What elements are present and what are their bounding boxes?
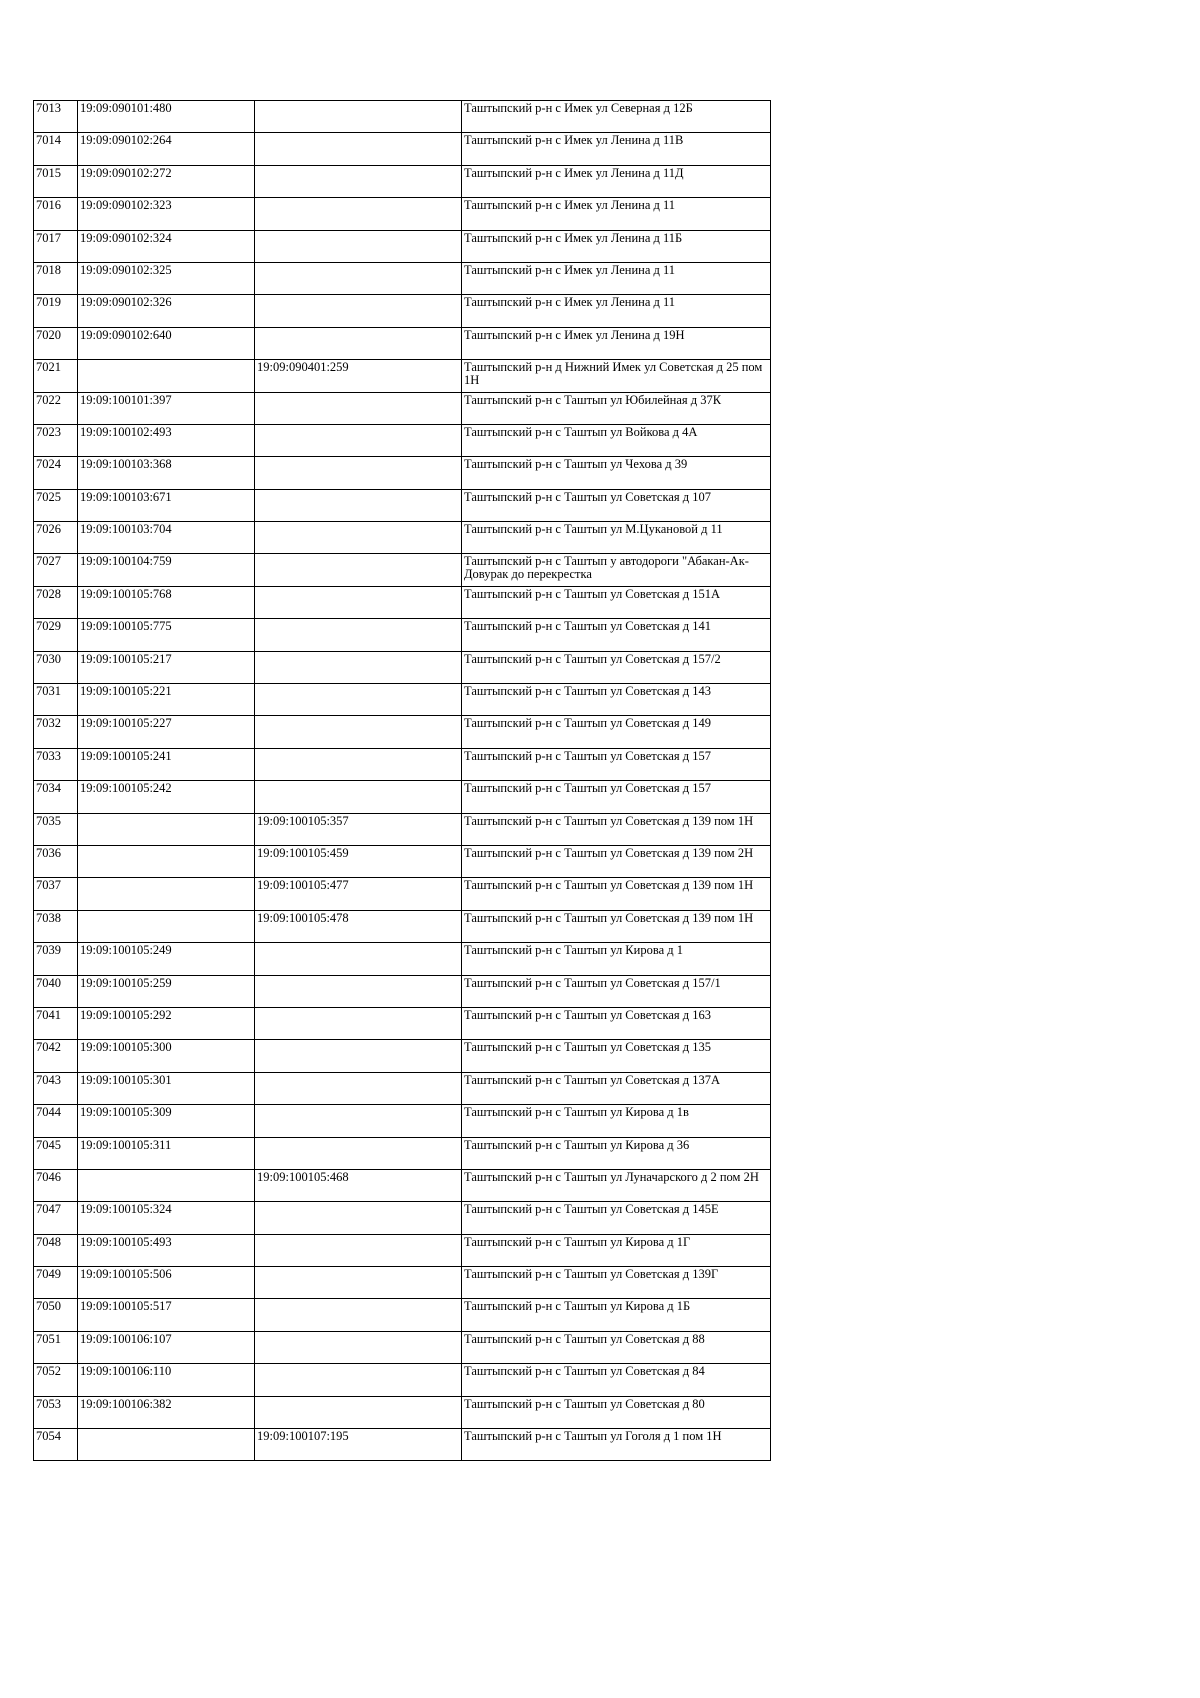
table-row <box>34 101 771 133</box>
room-cadastral-number-cell <box>255 489 462 521</box>
cadastral-number-cell <box>78 1429 255 1461</box>
room-cadastral-number-cell <box>255 1299 462 1331</box>
row-number-cell: 7016 <box>34 198 78 230</box>
row-number-cell: 7015 <box>34 165 78 197</box>
address-cell: Таштыпский р-н с Таштып ул Юбилейная д 37К <box>462 392 771 424</box>
row-number-cell: 7017 <box>34 230 78 262</box>
address-cell: Таштыпский р-н с Таштып ул Кирова д 1Б <box>462 1299 771 1331</box>
table-row <box>34 295 771 327</box>
row-number-cell: 7042 <box>34 1040 78 1072</box>
cadastral-number-cell: 19:09:100105:300 <box>78 1040 255 1072</box>
address-cell: Таштыпский р-н с Таштып ул Советская д 157 <box>462 781 771 813</box>
table-row <box>34 845 771 877</box>
room-cadastral-number-cell <box>255 1072 462 1104</box>
cadastral-number-cell: 19:09:100105:259 <box>78 975 255 1007</box>
row-number-cell: 7041 <box>34 1007 78 1039</box>
address-cell: Таштыпский р-н с Таштып ул Кирова д 1 <box>462 943 771 975</box>
room-cadastral-number-cell <box>255 262 462 294</box>
table-row <box>34 1007 771 1039</box>
cadastral-number-cell: 19:09:100105:506 <box>78 1267 255 1299</box>
cadastral-number-cell: 19:09:100101:397 <box>78 392 255 424</box>
cadastral-number-cell: 19:09:090102:264 <box>78 133 255 165</box>
table-row <box>34 554 771 586</box>
room-cadastral-number-cell <box>255 781 462 813</box>
row-number-cell: 7035 <box>34 813 78 845</box>
table-row <box>34 1040 771 1072</box>
table-row <box>34 522 771 554</box>
cadastral-number-cell: 19:09:090102:323 <box>78 198 255 230</box>
cadastral-number-cell: 19:09:100105:242 <box>78 781 255 813</box>
table-row <box>34 165 771 197</box>
address-cell: Таштыпский р-н с Таштып ул Советская д 107 <box>462 489 771 521</box>
row-number-cell: 7054 <box>34 1429 78 1461</box>
room-cadastral-number-cell: 19:09:100105:459 <box>255 845 462 877</box>
row-number-cell: 7022 <box>34 392 78 424</box>
row-number-cell: 7047 <box>34 1202 78 1234</box>
cadastral-number-cell: 19:09:090102:272 <box>78 165 255 197</box>
address-cell: Таштыпский р-н с Имек ул Ленина д 11 <box>462 262 771 294</box>
address-cell: Таштыпский р-н с Таштып ул Советская д 139 пом 2Н <box>462 845 771 877</box>
registry-table-body <box>34 101 771 1461</box>
cadastral-number-cell: 19:09:100105:292 <box>78 1007 255 1039</box>
room-cadastral-number-cell <box>255 716 462 748</box>
address-cell: Таштыпский р-н с Таштып ул Советская д 163 <box>462 1007 771 1039</box>
room-cadastral-number-cell <box>255 1040 462 1072</box>
address-cell: Таштыпский р-н с Таштып ул Советская д 139 пом 1Н <box>462 813 771 845</box>
room-cadastral-number-cell <box>255 748 462 780</box>
room-cadastral-number-cell <box>255 327 462 359</box>
table-row <box>34 619 771 651</box>
row-number-cell: 7039 <box>34 943 78 975</box>
room-cadastral-number-cell <box>255 1364 462 1396</box>
table-row <box>34 262 771 294</box>
cadastral-number-cell: 19:09:100105:227 <box>78 716 255 748</box>
cadastral-number-cell <box>78 813 255 845</box>
table-row <box>34 910 771 942</box>
room-cadastral-number-cell <box>255 1234 462 1266</box>
row-number-cell: 7027 <box>34 554 78 586</box>
address-cell: Таштыпский р-н с Имек ул Ленина д 11Д <box>462 165 771 197</box>
room-cadastral-number-cell: 19:09:100105:468 <box>255 1169 462 1201</box>
table-row <box>34 1202 771 1234</box>
cadastral-number-cell: 19:09:090102:640 <box>78 327 255 359</box>
row-number-cell: 7033 <box>34 748 78 780</box>
cadastral-number-cell <box>78 845 255 877</box>
row-number-cell: 7053 <box>34 1396 78 1428</box>
cadastral-number-cell: 19:09:100102:493 <box>78 424 255 456</box>
cadastral-number-cell: 19:09:100104:759 <box>78 554 255 586</box>
room-cadastral-number-cell <box>255 1202 462 1234</box>
address-cell: Таштыпский р-н с Таштып ул Советская д 157/1 <box>462 975 771 1007</box>
cadastral-number-cell <box>78 878 255 910</box>
room-cadastral-number-cell <box>255 684 462 716</box>
address-cell: Таштыпский р-н с Таштып ул Советская д 151А <box>462 586 771 618</box>
address-cell: Таштыпский р-н с Имек ул Ленина д 11В <box>462 133 771 165</box>
table-row <box>34 327 771 359</box>
table-row <box>34 975 771 1007</box>
address-cell: Таштыпский р-н с Таштып ул Советская д 88 <box>462 1331 771 1363</box>
address-cell: Таштыпский р-н с Таштып ул Советская д 137А <box>462 1072 771 1104</box>
cadastral-number-cell: 19:09:090101:480 <box>78 101 255 133</box>
row-number-cell: 7052 <box>34 1364 78 1396</box>
table-row <box>34 781 771 813</box>
row-number-cell: 7018 <box>34 262 78 294</box>
cadastral-number-cell <box>78 1169 255 1201</box>
row-number-cell: 7038 <box>34 910 78 942</box>
cadastral-number-cell: 19:09:090102:326 <box>78 295 255 327</box>
cadastral-number-cell: 19:09:090102:324 <box>78 230 255 262</box>
address-cell: Таштыпский р-н с Таштып ул Советская д 80 <box>462 1396 771 1428</box>
address-cell: Таштыпский р-н с Таштып ул Советская д 145Е <box>462 1202 771 1234</box>
address-cell: Таштыпский р-н с Таштып ул Кирова д 36 <box>462 1137 771 1169</box>
address-cell: Таштыпский р-н с Имек ул Северная д 12Б <box>462 101 771 133</box>
row-number-cell: 7021 <box>34 360 78 392</box>
cadastral-number-cell <box>78 360 255 392</box>
table-row <box>34 651 771 683</box>
table-row <box>34 489 771 521</box>
cadastral-number-cell: 19:09:100106:107 <box>78 1331 255 1363</box>
address-cell: Таштыпский р-н с Имек ул Ленина д 11 <box>462 198 771 230</box>
row-number-cell: 7034 <box>34 781 78 813</box>
room-cadastral-number-cell <box>255 554 462 586</box>
room-cadastral-number-cell <box>255 392 462 424</box>
room-cadastral-number-cell <box>255 1331 462 1363</box>
row-number-cell: 7036 <box>34 845 78 877</box>
registry-table <box>33 100 771 1461</box>
room-cadastral-number-cell <box>255 457 462 489</box>
table-row <box>34 813 771 845</box>
address-cell: Таштыпский р-н с Таштып ул Советская д 141 <box>462 619 771 651</box>
table-row <box>34 1072 771 1104</box>
row-number-cell: 7050 <box>34 1299 78 1331</box>
address-cell: Таштыпский р-н с Таштып ул Советская д 157/2 <box>462 651 771 683</box>
address-cell: Таштыпский р-н с Таштып ул Гоголя д 1 пом 1Н <box>462 1429 771 1461</box>
address-cell: Таштыпский р-н с Таштып ул Советская д 84 <box>462 1364 771 1396</box>
room-cadastral-number-cell <box>255 975 462 1007</box>
row-number-cell: 7020 <box>34 327 78 359</box>
address-cell: Таштыпский р-н д Нижний Имек ул Советская д 25 пом 1Н <box>462 360 771 392</box>
cadastral-number-cell: 19:09:100105:775 <box>78 619 255 651</box>
room-cadastral-number-cell <box>255 1267 462 1299</box>
row-number-cell: 7019 <box>34 295 78 327</box>
address-cell: Таштыпский р-н с Таштып ул Советская д 139 пом 1Н <box>462 878 771 910</box>
table-row <box>34 1267 771 1299</box>
cadastral-number-cell: 19:09:100105:311 <box>78 1137 255 1169</box>
cadastral-number-cell: 19:09:100105:241 <box>78 748 255 780</box>
row-number-cell: 7013 <box>34 101 78 133</box>
table-row <box>34 1396 771 1428</box>
cadastral-number-cell: 19:09:100103:704 <box>78 522 255 554</box>
row-number-cell: 7023 <box>34 424 78 456</box>
row-number-cell: 7025 <box>34 489 78 521</box>
room-cadastral-number-cell <box>255 165 462 197</box>
row-number-cell: 7049 <box>34 1267 78 1299</box>
room-cadastral-number-cell <box>255 943 462 975</box>
room-cadastral-number-cell <box>255 522 462 554</box>
cadastral-number-cell: 19:09:100105:517 <box>78 1299 255 1331</box>
address-cell: Таштыпский р-н с Таштып ул Луначарского д 2 пом 2Н <box>462 1169 771 1201</box>
room-cadastral-number-cell <box>255 1137 462 1169</box>
row-number-cell: 7029 <box>34 619 78 651</box>
cadastral-number-cell <box>78 910 255 942</box>
address-cell: Таштыпский р-н с Таштып у автодороги "Абакан-Ак-Довурак до перекрестка <box>462 554 771 586</box>
table-row <box>34 198 771 230</box>
cadastral-number-cell: 19:09:090102:325 <box>78 262 255 294</box>
room-cadastral-number-cell <box>255 1105 462 1137</box>
table-row <box>34 716 771 748</box>
row-number-cell: 7028 <box>34 586 78 618</box>
table-row <box>34 1429 771 1461</box>
cadastral-number-cell: 19:09:100105:217 <box>78 651 255 683</box>
row-number-cell: 7030 <box>34 651 78 683</box>
address-cell: Таштыпский р-н с Таштып ул Кирова д 1Г <box>462 1234 771 1266</box>
address-cell: Таштыпский р-н с Таштып ул Советская д 157 <box>462 748 771 780</box>
row-number-cell: 7024 <box>34 457 78 489</box>
room-cadastral-number-cell: 19:09:100105:357 <box>255 813 462 845</box>
table-row <box>34 878 771 910</box>
room-cadastral-number-cell <box>255 1007 462 1039</box>
cadastral-number-cell: 19:09:100105:324 <box>78 1202 255 1234</box>
row-number-cell: 7032 <box>34 716 78 748</box>
row-number-cell: 7044 <box>34 1105 78 1137</box>
table-row <box>34 586 771 618</box>
cadastral-number-cell: 19:09:100105:301 <box>78 1072 255 1104</box>
table-row <box>34 230 771 262</box>
address-cell: Таштыпский р-н с Таштып ул Кирова д 1в <box>462 1105 771 1137</box>
room-cadastral-number-cell <box>255 101 462 133</box>
cadastral-number-cell: 19:09:100103:671 <box>78 489 255 521</box>
table-row <box>34 748 771 780</box>
room-cadastral-number-cell <box>255 586 462 618</box>
table-row <box>34 684 771 716</box>
row-number-cell: 7048 <box>34 1234 78 1266</box>
table-row <box>34 1105 771 1137</box>
room-cadastral-number-cell: 19:09:100107:195 <box>255 1429 462 1461</box>
address-cell: Таштыпский р-н с Имек ул Ленина д 11Б <box>462 230 771 262</box>
row-number-cell: 7051 <box>34 1331 78 1363</box>
table-row <box>34 360 771 392</box>
address-cell: Таштыпский р-н с Таштып ул Войкова д 4А <box>462 424 771 456</box>
cadastral-number-cell: 19:09:100105:493 <box>78 1234 255 1266</box>
table-row <box>34 1234 771 1266</box>
table-row <box>34 424 771 456</box>
room-cadastral-number-cell: 19:09:090401:259 <box>255 360 462 392</box>
table-row <box>34 1169 771 1201</box>
room-cadastral-number-cell: 19:09:100105:477 <box>255 878 462 910</box>
row-number-cell: 7031 <box>34 684 78 716</box>
address-cell: Таштыпский р-н с Таштып ул Советская д 149 <box>462 716 771 748</box>
address-cell: Таштыпский р-н с Таштып ул Советская д 135 <box>462 1040 771 1072</box>
row-number-cell: 7043 <box>34 1072 78 1104</box>
row-number-cell: 7045 <box>34 1137 78 1169</box>
row-number-cell: 7040 <box>34 975 78 1007</box>
cadastral-number-cell: 19:09:100103:368 <box>78 457 255 489</box>
cadastral-number-cell: 19:09:100106:382 <box>78 1396 255 1428</box>
cadastral-number-cell: 19:09:100105:768 <box>78 586 255 618</box>
table-row <box>34 1137 771 1169</box>
row-number-cell: 7014 <box>34 133 78 165</box>
room-cadastral-number-cell <box>255 133 462 165</box>
room-cadastral-number-cell <box>255 295 462 327</box>
row-number-cell: 7046 <box>34 1169 78 1201</box>
room-cadastral-number-cell <box>255 424 462 456</box>
room-cadastral-number-cell <box>255 651 462 683</box>
room-cadastral-number-cell <box>255 230 462 262</box>
table-row <box>34 1331 771 1363</box>
table-row <box>34 392 771 424</box>
address-cell: Таштыпский р-н с Имек ул Ленина д 19Н <box>462 327 771 359</box>
room-cadastral-number-cell <box>255 1396 462 1428</box>
row-number-cell: 7026 <box>34 522 78 554</box>
cadastral-number-cell: 19:09:100105:309 <box>78 1105 255 1137</box>
address-cell: Таштыпский р-н с Таштып ул Советская д 143 <box>462 684 771 716</box>
table-row <box>34 133 771 165</box>
row-number-cell: 7037 <box>34 878 78 910</box>
room-cadastral-number-cell: 19:09:100105:478 <box>255 910 462 942</box>
room-cadastral-number-cell <box>255 619 462 651</box>
cadastral-number-cell: 19:09:100105:221 <box>78 684 255 716</box>
table-row <box>34 1299 771 1331</box>
table-row <box>34 943 771 975</box>
table-row <box>34 457 771 489</box>
address-cell: Таштыпский р-н с Таштып ул Чехова д 39 <box>462 457 771 489</box>
cadastral-number-cell: 19:09:100105:249 <box>78 943 255 975</box>
room-cadastral-number-cell <box>255 198 462 230</box>
address-cell: Таштыпский р-н с Таштып ул Советская д 139Г <box>462 1267 771 1299</box>
table-row <box>34 1364 771 1396</box>
address-cell: Таштыпский р-н с Таштып ул Советская д 139 пом 1Н <box>462 910 771 942</box>
address-cell: Таштыпский р-н с Таштып ул М.Цукановой д 11 <box>462 522 771 554</box>
address-cell: Таштыпский р-н с Имек ул Ленина д 11 <box>462 295 771 327</box>
cadastral-number-cell: 19:09:100106:110 <box>78 1364 255 1396</box>
